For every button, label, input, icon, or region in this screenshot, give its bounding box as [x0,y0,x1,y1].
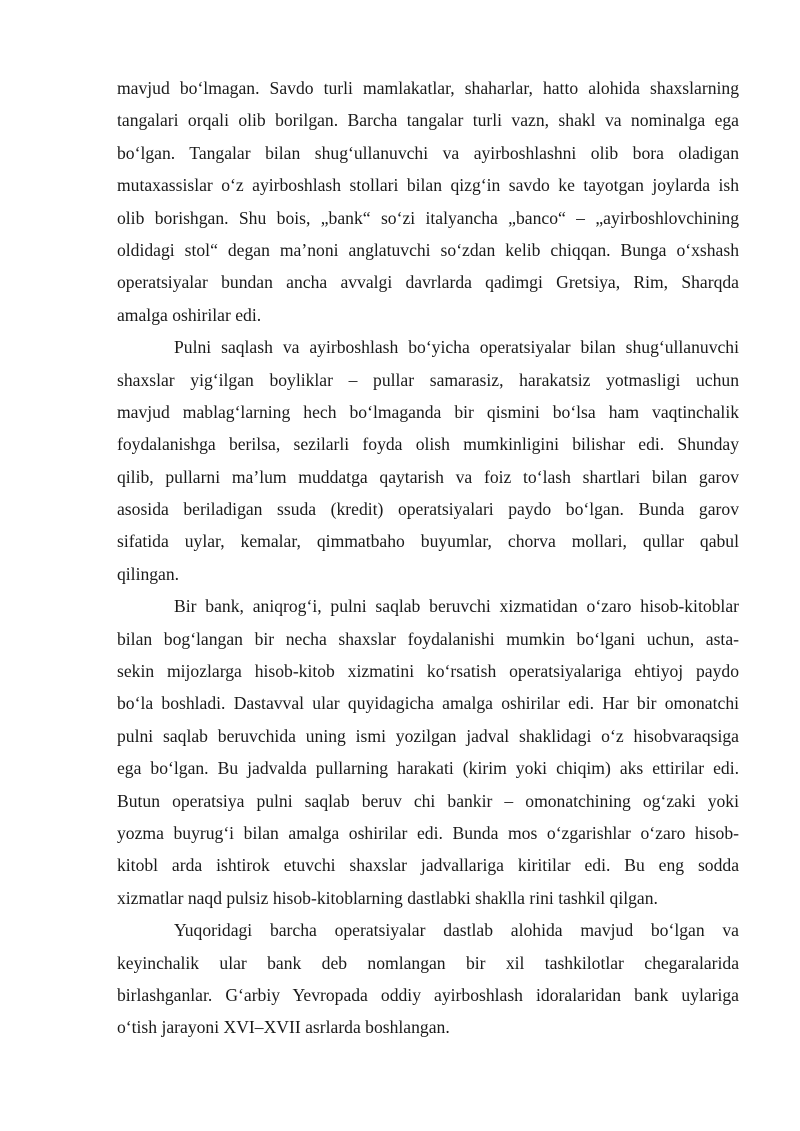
text-line: mutaxassislar oʻz ayirboshlash stollari bilan qizgʻin savdo ke tayotgan joylarda ish [117,175,739,196]
text-line: Yuqoridagi barcha operatsiyalar dastlab alohida mavjud boʻlgan va [174,920,739,941]
text-line: olib borishgan. Shu bois, „bank“ soʻzi italyancha „banco“ – „ayirboshlovchining [117,207,739,228]
text-line: bilan bogʻlangan bir necha shaxslar foydalanishi mumkin boʻlgani uchun, asta- [117,628,739,649]
text-line: shaxslar yigʻilgan boyliklar – pullar samarasiz, harakatsiz yotmasligi uchun [117,369,739,390]
text-line: Pulni saqlash va ayirboshlash boʻyicha operatsiyalar bilan shugʻullanuvchi [174,337,739,358]
text-line: mavjud boʻlmagan. Savdo turli mamlakatlar, shaharlar, hatto alohida shaxslarning [117,78,739,98]
text-line: birlashganlar. Gʻarbiy Yevropada oddiy ayirboshlash idoralaridan bank uylariga [117,984,739,1005]
text-line: boʻlgan. Tangalar bilan shugʻullanuvchi va ayirboshlashni olib bora oladigan [117,142,739,163]
text-line: qilib, pullarni maʼlum muddatga qaytarish va foiz toʻlash shartlari bilan garov [117,466,739,487]
text-line: xizmatlar naqd pulsiz hisob-kitoblarning dastlabki shaklla rini tashkil qilgan. [117,887,658,908]
text-line: mavjud mablagʻlarning hech boʻlmaganda bir qismini boʻlsa ham vaqtinchalik [117,401,739,422]
text-line: operatsiyalar bundan ancha avvalgi davrlarda qadimgi Gretsiya, Rim, Sharqda [117,272,739,293]
text-line: Bir bank, aniqrogʻi, pulni saqlab beruvchi xizmatidan oʻzaro hisob-kitoblar [174,596,739,617]
text-line: asosida beriladigan ssuda (kredit) operatsiyalari paydo boʻlgan. Bunda garov [117,499,739,520]
text-line: amalga oshirilar edi. [117,304,262,325]
text-line: oldidagi stol“ degan maʼnoni anglatuvchi soʻzdan kelib chiqqan. Bunga oʻxshash [117,239,739,260]
paragraph [117,72,739,331]
text-line: foydalanishga berilsa, sezilarli foyda olish mumkinligini bilishar edi. Shunday [117,434,739,455]
body-text [117,72,739,1044]
text-line: kitobl arda ishtirok etuvchi shaxslar jadvallariga kiritilar edi. Bu eng sodda [117,855,739,876]
text-line: oʻtish jarayoni XVI–XVII asrlarda boshlangan. [117,1017,450,1038]
paragraph [117,914,739,1044]
paragraph [117,590,739,914]
text-line: qilingan. [117,563,180,584]
text-line: yozma buyrugʻi bilan amalga oshirilar edi. Bunda mos oʻzgarishlar oʻzaro hisob- [117,822,739,843]
paragraph [117,331,739,590]
text-line: sekin mijozlarga hisob-kitob xizmatini koʻrsatish operatsiyalariga ehtiyoj paydo [117,661,739,682]
text-line: pulni saqlab beruvchida uning ismi yozilgan jadval shaklidagi oʻz hisobvaraqsiga [117,725,739,746]
text-line: tangalari orqali olib borilgan. Barcha tangalar turli vazn, shakl va nominalga ega [117,110,739,131]
text-line: boʻla boshladi. Dastavval ular quyidagicha amalga oshirilar edi. Har bir omonatchi [117,693,739,714]
text-line: Butun operatsiya pulni saqlab beruv chi bankir – omonatchining ogʻzaki yoki [117,790,739,811]
text-line: keyinchalik ular bank deb nomlangan bir xil tashkilotlar chegaralarida [117,952,739,973]
text-line: sifatida uylar, kemalar, qimmatbaho buyumlar, chorva mollari, qullar qabul [117,531,739,552]
text-line: ega boʻlgan. Bu jadvalda pullarning harakati (kirim yoki chiqim) aks ettirilar edi. [117,758,739,779]
